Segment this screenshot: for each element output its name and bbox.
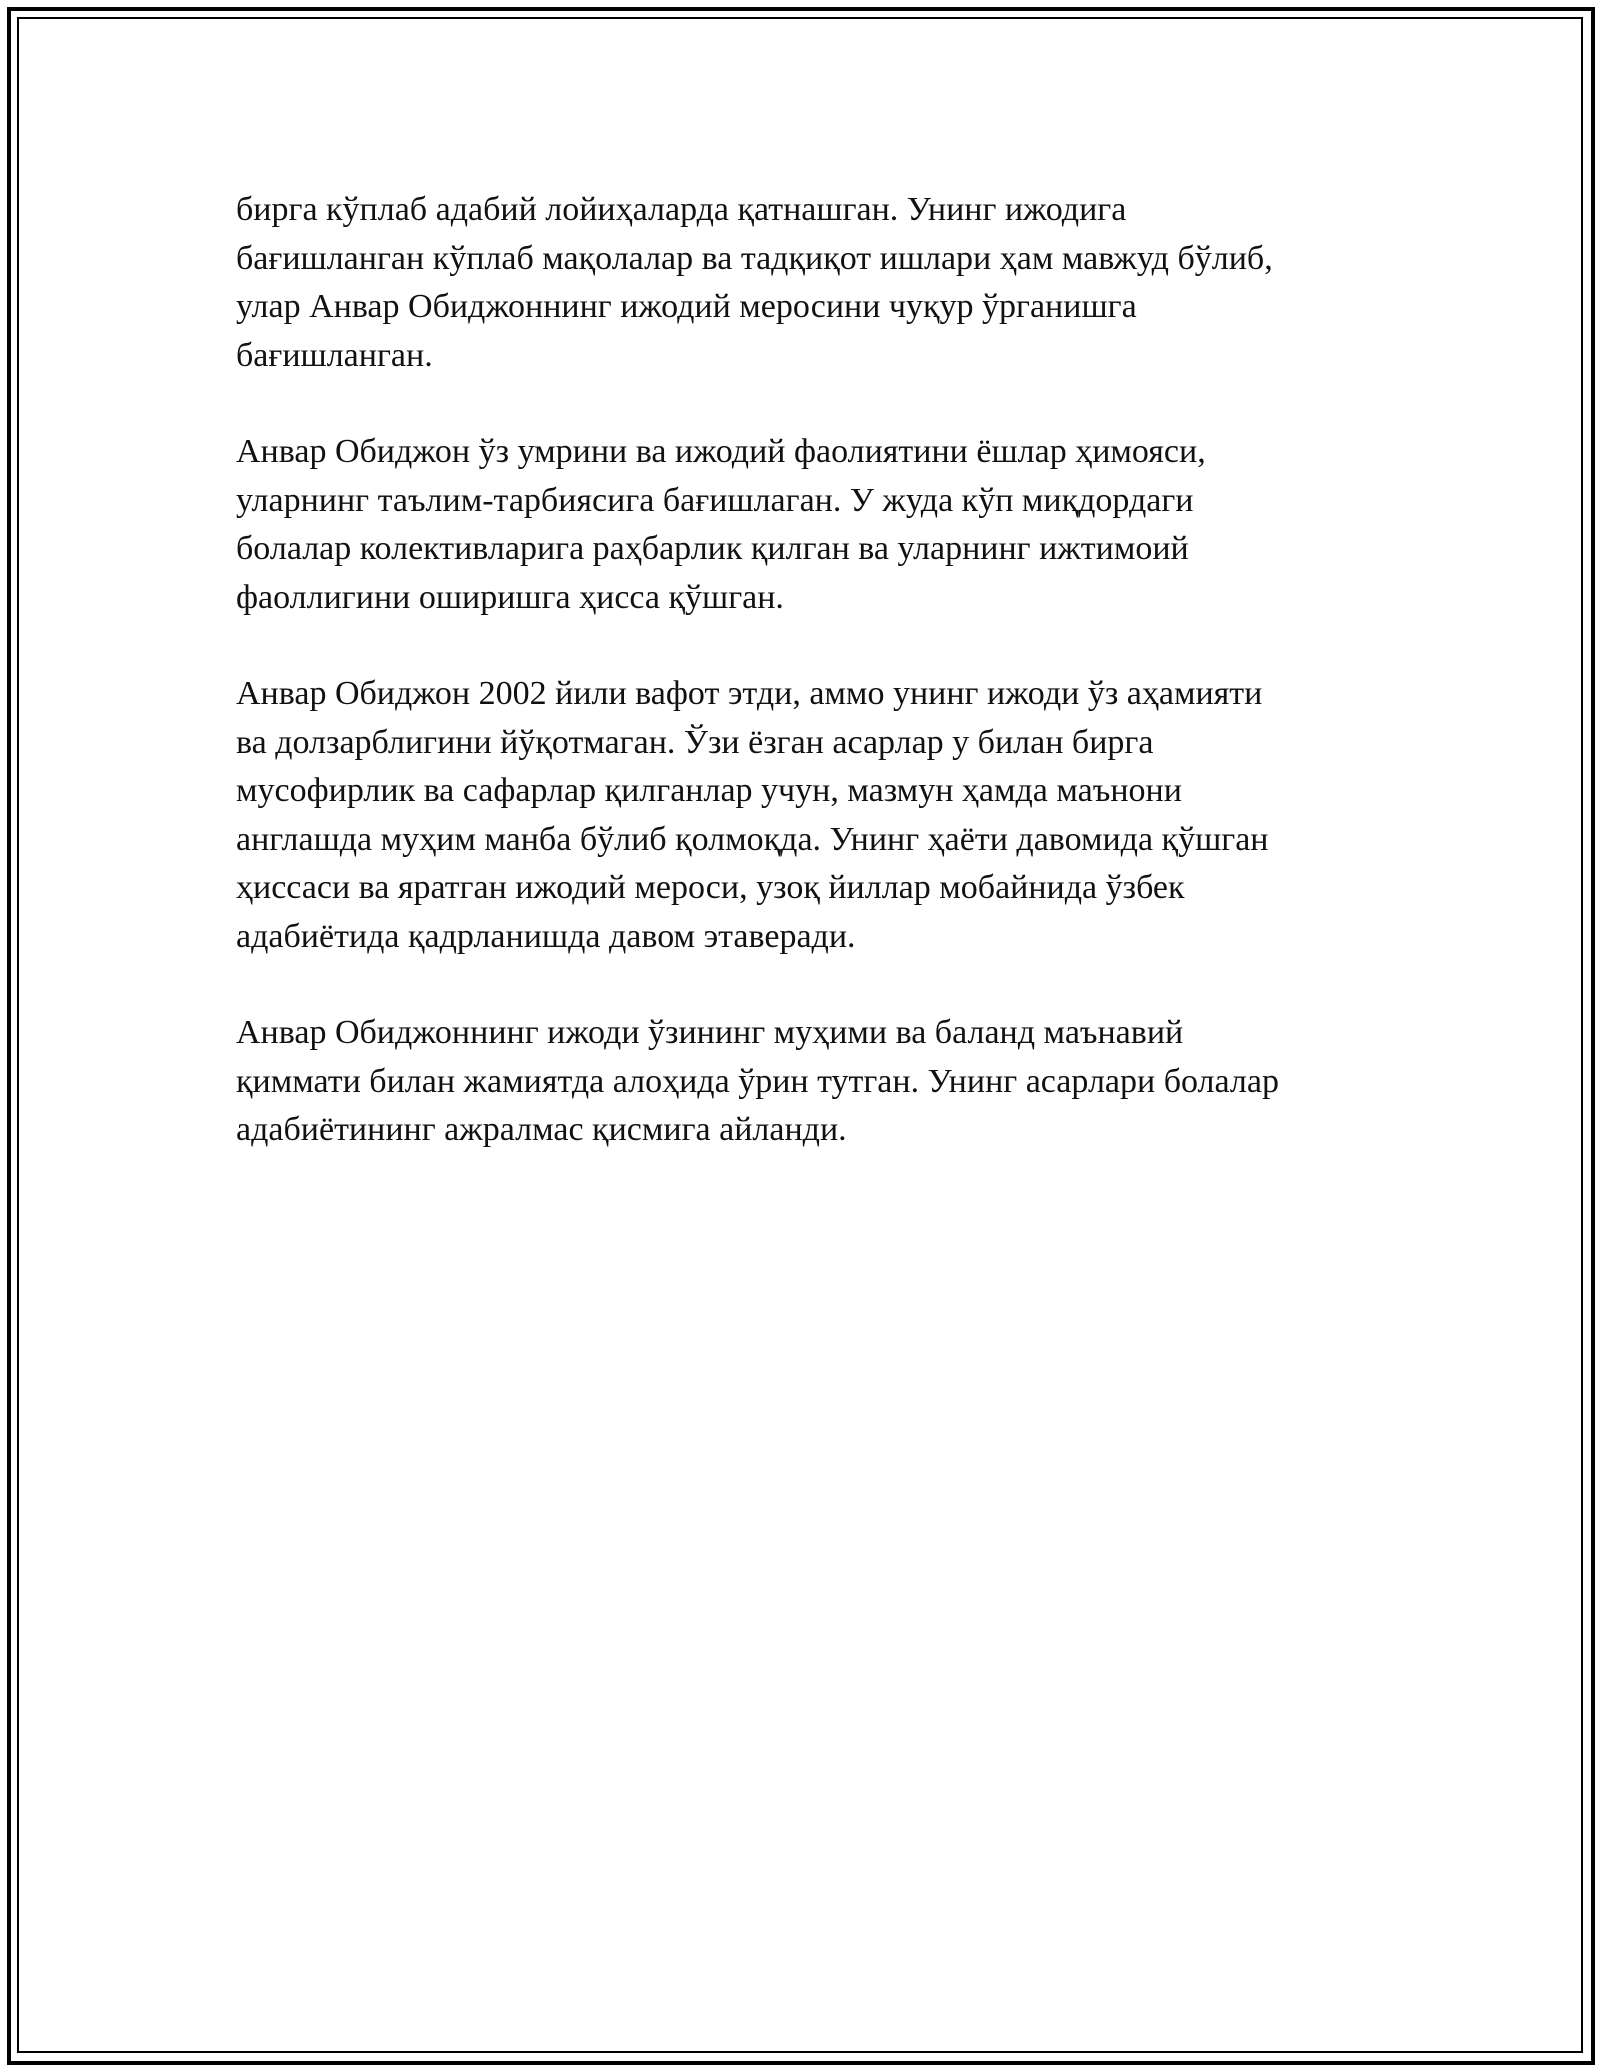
document-body: [236, 186, 1386, 1203]
paragraph-4: Анвар Обиджоннинг ижоди ўзининг муҳими ва баланд маънавий қиммати билан жамиятда алоҳида ўрин тутган. Унинг асарлари болалар адабиётининг ажралмас қисмига айланди.: [236, 1014, 1279, 1148]
paragraph-3: Анвар Обиджон 2002 йили вафот этди, аммо унинг ижоди ўз аҳамияти ва долзарблигини йўқотмаган. Ўзи ёзган асарлар у билан бирга мусофирлик ва сафарлар қилганлар учун, мазмун ҳамда маънони англашда муҳим манба бўлиб қолмоқда. Унинг ҳаёти давомида қўшган ҳиссаси ва яратган ижодий мероси, узоқ йиллар мобайнида ўзбек адабиётида қадрланишда давом этаверади.: [236, 675, 1269, 955]
paragraph-1: бирга кўплаб адабий лойиҳаларда қатнашган. Унинг ижодига бағишланган кўплаб мақолалар ва тадқиқот ишлари ҳам мавжуд бўлиб, улар Анвар Обиджоннинг ижодий меросини чуқур ўрганишга бағишланган.: [236, 191, 1273, 374]
paragraph-2: Анвар Обиджон ўз умрини ва ижодий фаолиятини ёшлар ҳимояси, уларнинг таълим-тарбиясига бағишлаган. У жуда кўп миқдордаги болалар колективларига раҳбарлик қилган ва уларнинг ижтимоий фаоллигини оширишга ҳисса қўшган.: [236, 433, 1206, 616]
